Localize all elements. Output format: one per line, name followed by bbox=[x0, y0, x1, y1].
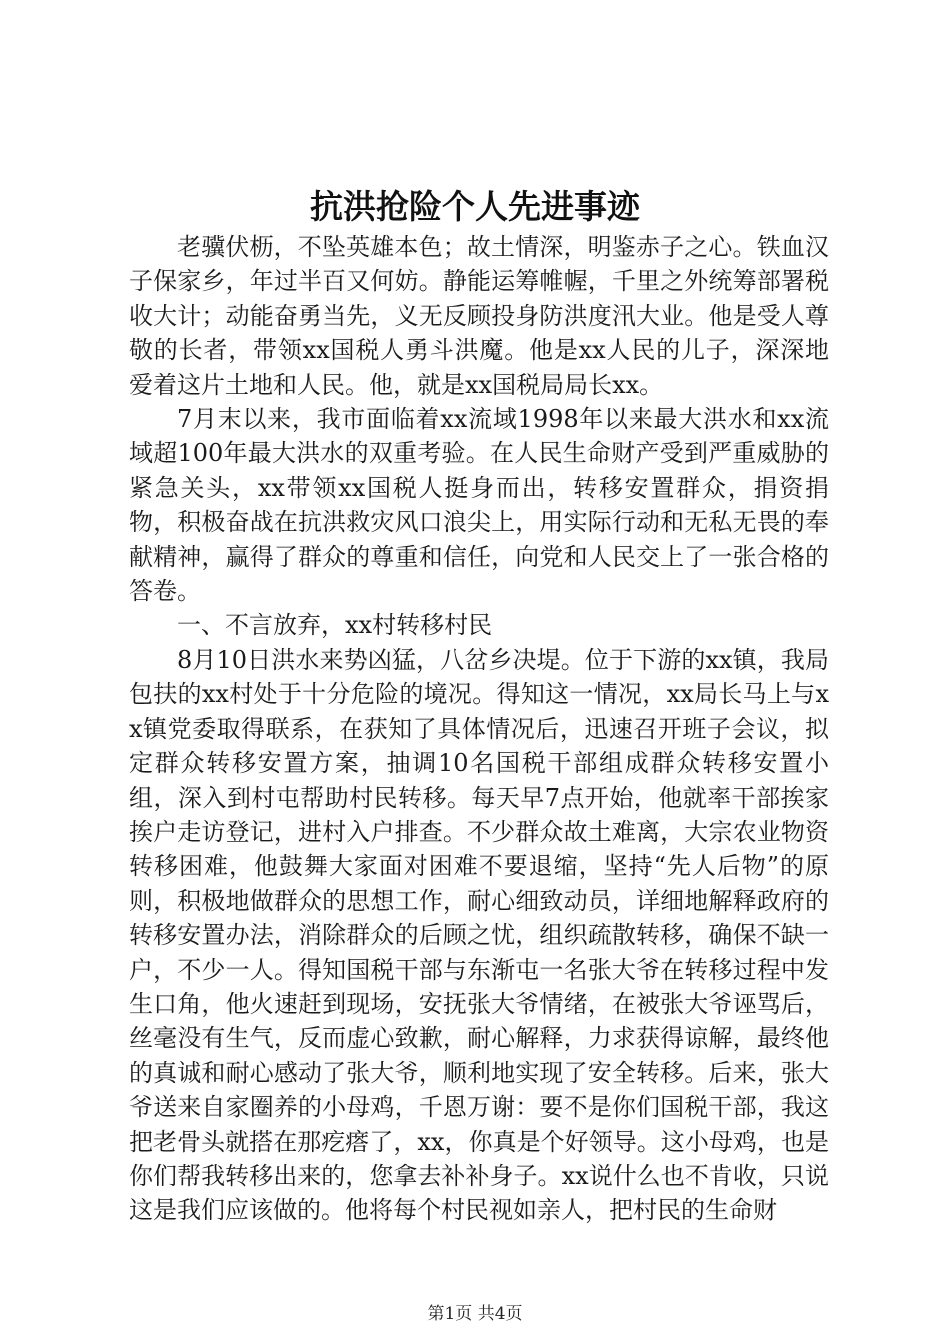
paragraph-intro: 老骥伏枥，不坠英雄本色；故土情深，明鉴赤子之心。铁血汉子保家乡，年过半百又何妨。静能运筹帷幄，千里之外统筹部署税收大计；动能奋勇当先，义无反顾投身防洪度汛大业。他是受人尊敬的长者，带领xx国税人勇斗洪魔。他是xx人民的儿子，深深地爱着这片土地和人民。他，就是xx国税局局长xx。 bbox=[129, 233, 829, 399]
document-title: 抗洪抢险个人先进事迹 bbox=[310, 187, 640, 226]
section-heading-1: 一、不言放弃，xx村转移村民 bbox=[177, 611, 493, 640]
paragraph-background: 7月末以来，我市面临着xx流域1998年以来最大洪水和xx流域超100年最大洪水的双重考验。在人民生命财产受到严重威胁的紧急关头，xx带领xx国税人挺身而出，转移安置群众，捐资捐物，积极奋战在抗洪救灾风口浪尖上，用实际行动和无私无畏的奉献精神，赢得了群众的尊重和信任，向党和人民交上了一张合格的答卷。 bbox=[129, 405, 829, 606]
document-body bbox=[129, 230, 829, 1228]
paragraph-section-1: 8月10日洪水来势凶猛，八岔乡决堤。位于下游的xx镇，我局包扶的xx村处于十分危险的境况。得知这一情况，xx局长马上与xx镇党委取得联系，在获知了具体情况后，迅速召开班子会议，拟定群众转移安置方案，抽调10名国税干部组成群众转移安置小组，深入到村屯帮助村民转移。每天早7点开始，他就率干部挨家挨户走访登记，进村入户排查。不少群众故土难离，大宗农业物资转移困难，他鼓舞大家面对困难不要退缩，坚持“先人后物”的原则，积极地做群众的思想工作，耐心细致动员，详细地解释政府的转移安置办法，消除群众的后顾之忧，组织疏散转移，确保不缺一户，不少一人。得知国税干部与东渐屯一名张大爷在转移过程中发生口角，他火速赶到现场，安抚张大爷情绪，在被张大爷诬骂后，丝毫没有生气，反而虚心致歉，耐心解释，力求获得谅解，最终他的真诚和耐心感动了张大爷，顺利地实现了安全转移。后来，张大爷送来自家圈养的小母鸡，千恩万谢：要不是你们国税干部，我这把老骨头就搭在那疙瘩了，xx，你真是个好领导。这小母鸡，也是你们帮我转移出来的，您拿去补补身子。xx说什么也不肯收，只说这是我们应该做的。他将每个村民视如亲人，把村民的生命财 bbox=[129, 645, 829, 1225]
page-number-footer: 第1页 共4页 bbox=[427, 1304, 523, 1324]
